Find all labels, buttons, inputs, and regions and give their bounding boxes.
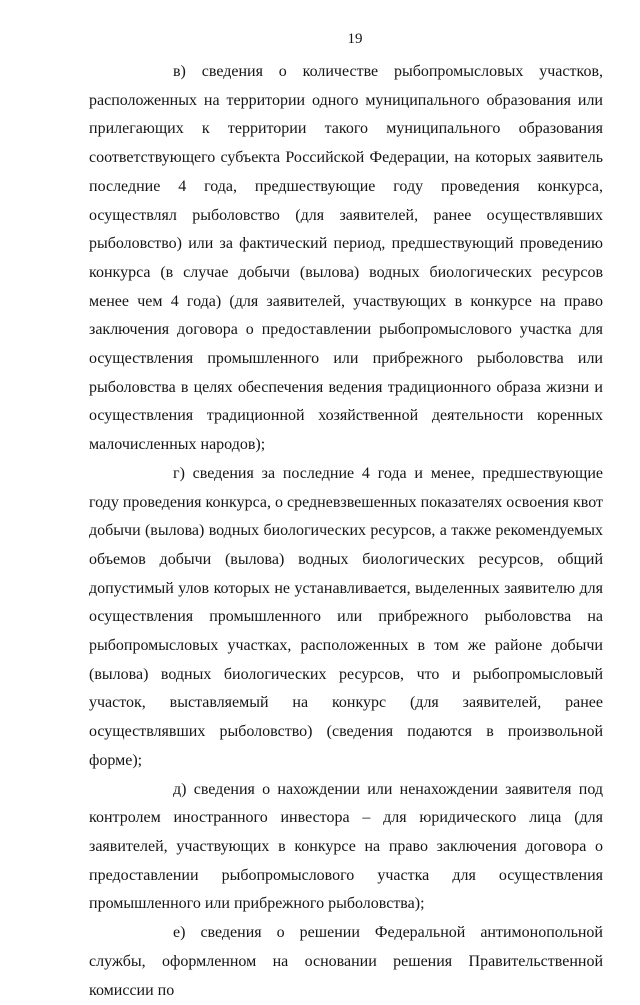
paragraph-text: сведения за последние 4 года и менее, предшествующие году проведения конкурса, о средневзвешенных показателях освоения квот добычи (вылова) водных биологических ресурсов, а также рекомендуемых объемов добычи (вылова) водных биологических ресурсов, общий допустимый улов которых не устанавливается, выделенных заявителю для осуществления промышленного или прибрежного рыболовства на рыбопромысловых участках, расположенных в том же районе добычи (вылова) водных биологических ресурсов, что и рыбопромысловый участок, выставляемый на конкурс (для заявителей, ранее осуществлявших рыболовство) (сведения подаются в произвольной форме); <box>89 464 603 769</box>
list-marker: д) <box>173 780 187 798</box>
paragraph-g <box>89 460 603 776</box>
document-body <box>89 58 603 1005</box>
paragraph-text: сведения о решении Федеральной антимонопольной службы, оформленном на основании решения Правительственной комиссии по <box>89 924 603 999</box>
list-marker: е) <box>173 924 186 942</box>
paragraph-e <box>89 919 603 1005</box>
list-marker: г) <box>173 464 185 482</box>
paragraph-text: сведения о нахождении или ненахождении заявителя под контролем иностранного инвестора – для юридического лица (для заявителей, участвующих в конкурсе на право заключения договора о предоставлении рыбопромыслового участка для осуществления промышленного или прибрежного рыболовства); <box>89 780 604 913</box>
paragraph-d <box>89 776 603 920</box>
page-number: 19 <box>347 31 363 47</box>
paragraph-v <box>89 58 603 460</box>
paragraph-text: сведения о количестве рыбопромысловых участков, расположенных на территории одного муниципального образования или прилегающих к территории такого муниципального образования соответствующего субъекта Российской Федерации, на которых заявитель последние 4 года, предшествующие году проведения конкурса, осуществлял рыболовство (для заявителей, ранее осуществлявших рыболовство) или за фактический период, предшествующий проведению конкурса (в случае добычи (вылова) водных биологических ресурсов менее чем 4 года) (для заявителей, участвующих в конкурсе на право заключения договора о предоставлении рыбопромыслового участка для осуществления промышленного или прибрежного рыболовства или рыболовства в целях обеспечения ведения традиционного образа жизни и осуществления традиционной хозяйственной деятельности коренных малочисленных народов); <box>89 63 604 454</box>
list-marker: в) <box>173 63 186 80</box>
